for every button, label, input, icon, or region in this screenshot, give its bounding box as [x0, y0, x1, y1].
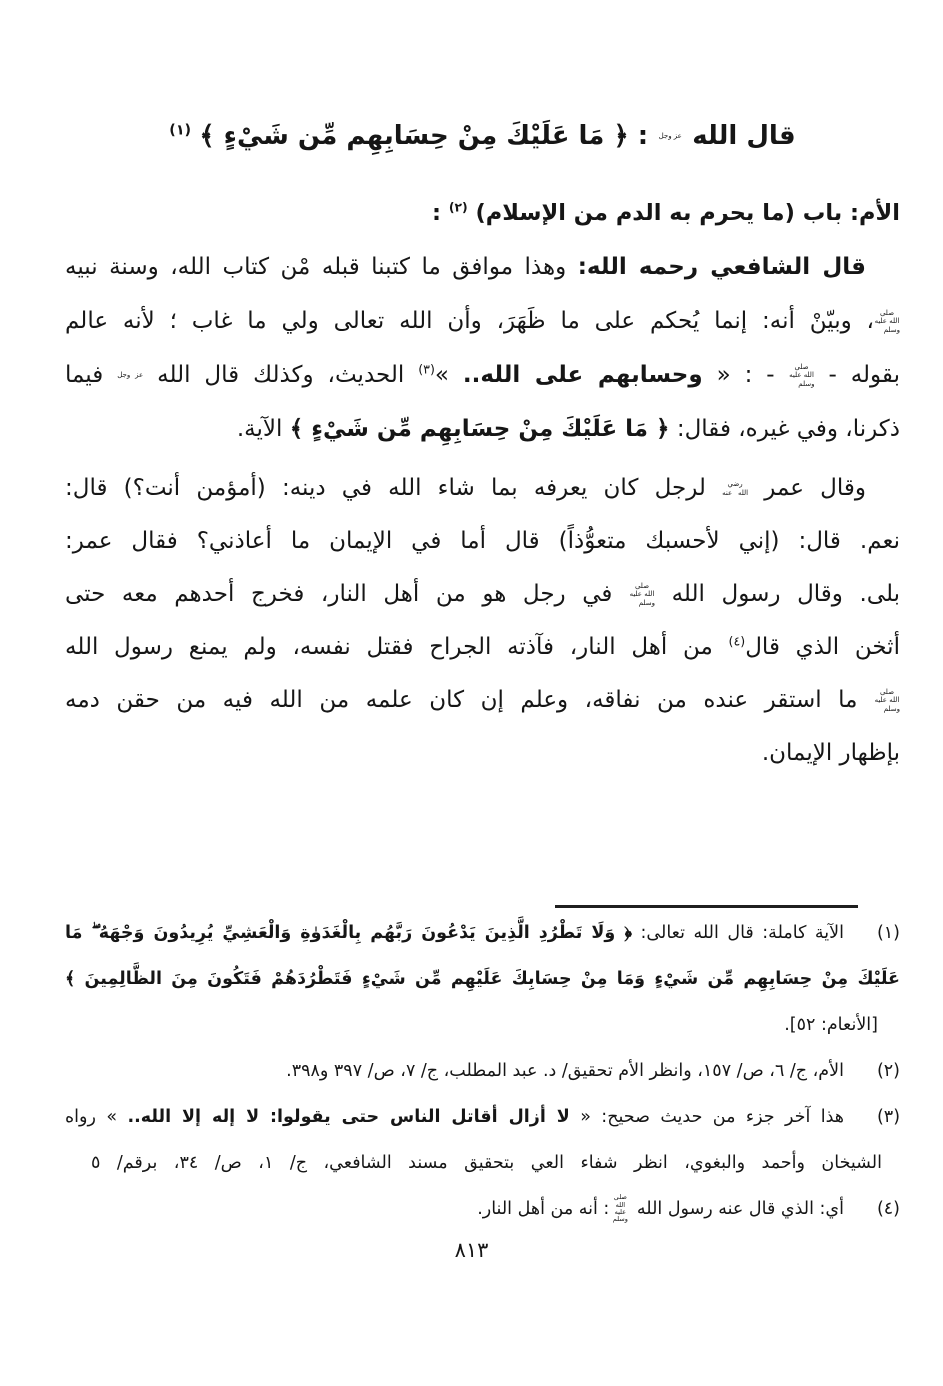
honorific-mark: صلى الله عليه وسلم [874, 688, 900, 713]
text-segment: الآية. [236, 416, 290, 442]
chapter-subheading [65, 188, 900, 238]
text-segment: بقوله - [814, 362, 900, 388]
footnote-ref-superscript: (١) [169, 122, 192, 139]
honorific-mark: صلى الله عليه وسلم [874, 309, 900, 334]
text-line [65, 568, 900, 621]
text-segment: الشيخان وأحمد والبغوي، انظر شفاء العي بتحقيق مسند الشافعي، ج/ ١، ص/ ٣٤، برقم/ ٥ [91, 1153, 882, 1173]
text-segment: » رواه [65, 1107, 128, 1127]
footnote-number: (٢) [876, 1061, 900, 1081]
text-segment: ، وبيّنْ أنه: إنما يُحكم على ما ظَهَرَ، وأن الله تعالى ولي ما غاب ؛ لأنه عالم [65, 308, 874, 334]
honorific-mark: صلى الله عليه وسلم [629, 582, 655, 607]
honorific-mark: عز وجل [117, 371, 144, 380]
text-line [65, 240, 900, 294]
footnote-line [65, 1002, 900, 1048]
footnote-ref-superscript: (٢) [448, 200, 468, 215]
footnote-number: (٤) [876, 1199, 900, 1219]
text-segment: الأم، ج/ ٦، ص/ ١٥٧، وانظر الأم تحقيق/ د. عبد المطلب، ج/ ٧، ص/ ٣٩٧ و٣٩٨. [286, 1061, 844, 1081]
text-segment: - : « [702, 362, 789, 388]
paragraph-shafii-commentary [65, 240, 900, 456]
honorific-mark: عز وجل [658, 132, 682, 141]
text-line [65, 727, 900, 780]
text-segment: وهذا موافق ما كتبنا قبله مْن كتاب الله، وسنة نبيه [65, 254, 578, 280]
text-segment: أي: الذي قال عنه رسول الله [631, 1199, 844, 1219]
footnote-line [65, 1186, 900, 1232]
text-segment: الآية كاملة: قال الله تعالى: [632, 923, 844, 943]
footnote-line [65, 1048, 900, 1094]
text-line [65, 462, 900, 515]
honorific-mark: رضي الله عنه [722, 480, 749, 497]
bold-text-segment: الأم: باب (ما يحرم به الدم من الإسلام) [467, 200, 900, 226]
quran-quote: ﴿ مَا عَلَيْكَ مِنْ حِسَابِهِم مِّن شَيْءٍ ﴾ [199, 121, 629, 151]
quran-verse-heading [65, 106, 900, 166]
bold-text-segment: وحسابهم على الله.. [462, 362, 703, 388]
honorific-mark: صلى الله عليه وسلم [789, 363, 815, 388]
bold-text-segment: قال الشافعي رحمه الله: [577, 254, 866, 280]
footnote-line [65, 956, 900, 1002]
bold-text-segment: : [431, 200, 449, 226]
footnote-ref-superscript: (٣) [418, 361, 435, 377]
text-segment: الحديث، وكذلك قال الله [143, 362, 419, 388]
text-line [65, 348, 900, 402]
text-segment: [الأنعام: ٥٢]. [784, 1015, 878, 1035]
text-segment: بإظهار الإيمان. [761, 740, 900, 766]
bold-text-segment: : [628, 121, 658, 151]
text-segment: : أنه من أهل النار. [477, 1199, 610, 1219]
text-segment: » [434, 362, 463, 388]
quran-quote: عَلَيْكَ مِنْ حِسَابِهِم مِّن شَيْءٍ وَمَا مِنْ حِسَابِكَ عَلَيْهِم مِّن شَيْءٍ فَتَطْرُدَهُمْ فَتَكُونَ مِنَ الظَّالِمِينَ ﴾ [65, 969, 900, 989]
footnote-line [65, 1140, 900, 1186]
footnote-divider-rule [555, 905, 858, 908]
bold-text-segment: قال الله [683, 121, 796, 151]
footnotes-section [65, 910, 900, 1232]
footnote-number: (١) [876, 923, 900, 943]
text-line [65, 515, 900, 568]
text-segment: أثخن الذي قال [745, 634, 900, 660]
text-line [65, 621, 900, 674]
footnote-line [65, 910, 900, 956]
text-segment: ما استقر عنده من نفاقه، وعلم إن كان علمه من الله فيه من حقن دمه [65, 687, 874, 713]
text-line [65, 294, 900, 348]
text-segment: ذكرنا، وفي غيره، فقال: [669, 416, 900, 442]
page-number: ٨١٣ [454, 1238, 489, 1262]
footnote-line [65, 1094, 900, 1140]
honorific-mark: صلى الله عليه وسلم [612, 1194, 628, 1224]
footnote-ref-superscript: (٤) [728, 633, 746, 649]
text-segment: وقال عمر [748, 475, 866, 501]
text-segment: فيما [65, 362, 118, 388]
quran-quote: ﴿ مَا عَلَيْكَ مِنْ حِسَابِهِم مِّن شَيْءٍ ﴾ [289, 416, 670, 442]
text-segment: نعم. قال: (إني لأحسبك متعوُّذاً) قال أما في الإيمان ما أعاذني؟ فقال عمر: [65, 528, 900, 554]
quran-quote: ﴿ وَلَا تَطْرُدِ الَّذِينَ يَدْعُونَ رَبَّهُم بِالْغَدَوٰةِ وَالْعَشِيِّ يُرِيدُونَ وَجْهَهُ ۖ مَا [65, 923, 633, 943]
bold-text-segment: لا أزال أقاتل الناس حتى يقولوا: لا إله إلا الله.. [127, 1107, 570, 1127]
text-line [65, 402, 900, 456]
text-segment: بلى. وقال رسول الله [655, 581, 900, 607]
footnote-number: (٣) [876, 1107, 900, 1127]
text-line [65, 674, 900, 727]
text-segment: هذا آخر جزء من حديث صحيح: « [569, 1107, 845, 1127]
text-segment: من أهل النار، فآذته الجراح فقتل نفسه، ولم يمنع رسول الله [65, 634, 729, 660]
text-segment: لرجل كان يعرفه بما شاء الله في دينه: (أمؤمن أنت؟) قال: [65, 475, 723, 501]
paragraph-umar-narration [65, 462, 900, 780]
text-segment: في رجل هو من أهل النار، فخرج أحدهم معه حتى [65, 581, 629, 607]
